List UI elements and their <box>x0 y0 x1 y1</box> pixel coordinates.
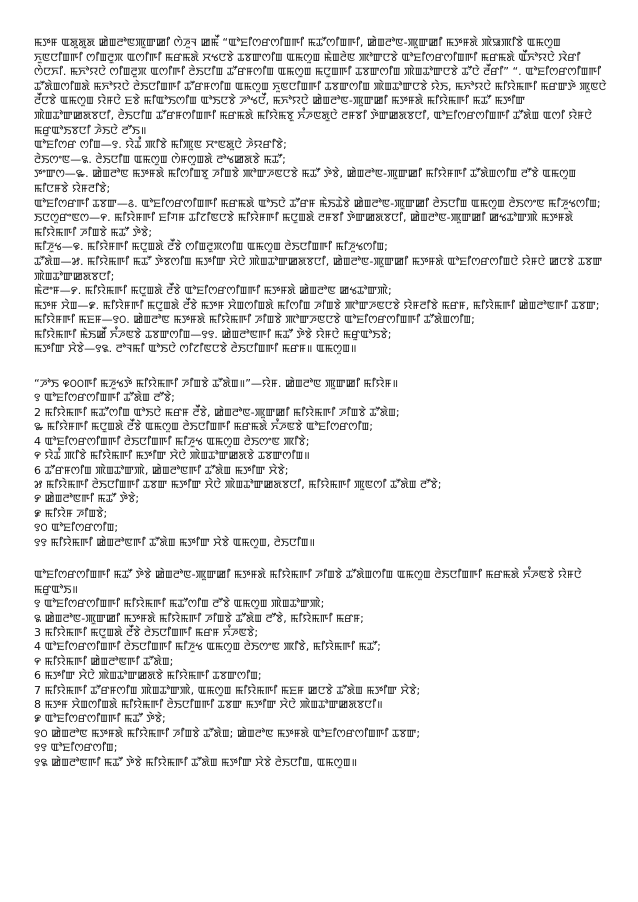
list-item: ꯱꯱ ꯑꯣꯐꯤꯁꯔꯁꯤꯡ; <box>34 741 118 755</box>
list-item: ꯱꯱ ꯃꯤꯌꯥꯃꯒꯤ ꯀꯥꯡꯂꯣꯟꯒꯤ ꯊꯧꯗꯥꯡ ꯃꯇꯤꯛ ꯆꯥꯕꯥ ꯑꯃꯁꯨꯡ, ꯂꯥꯏꯅꯤꯡ॥ <box>34 535 316 549</box>
list-item: 3 ꯃꯤꯌꯥꯃꯒꯤ ꯃꯅꯨꯡꯗꯥ ꯂꯩꯕꯥ ꯂꯥꯏꯅꯤꯡꯒꯤ ꯃꯔꯝ ꯈꯪꯍꯟꯕꯥ; <box>34 625 259 639</box>
definition-line: ꯃꯤꯌꯥꯃꯒꯤ ꯃꯥꯏꯀꯩ ꯈꯪꯍꯟꯕꯥ ꯊꯕꯛꯁꯤꯡ—꯱꯱. ꯀꯥꯡꯂꯣꯟꯒꯤ ꯃꯊꯧ ꯇꯥꯕꯥ ꯌꯥꯝꯅꯥ ꯃꯔꯨꯑꯣꯏꯕꯥ; <box>34 327 392 341</box>
list-item: 2 ꯃꯤꯌꯥꯃꯒꯤ ꯃꯊꯧꯁꯤꯡ ꯑꯣꯏꯅꯥ ꯃꯔꯝ ꯂꯩꯕꯥ, ꯀꯥꯡꯂꯣꯟ-ꯄꯨꯛꯀꯤ ꯃꯤꯌꯥꯃꯒꯤ ꯍꯤꯡꯕꯥ ꯊꯧꯗꯥꯡ; <box>34 405 400 419</box>
list-item: 4 ꯑꯣꯐꯤꯁꯔꯁꯤꯡꯒꯤ ꯂꯥꯏꯅꯤꯡꯒꯤ ꯃꯤꯍꯨꯠ ꯑꯃꯁꯨꯡ ꯂꯥꯏꯁꯦꯟ ꯄꯤꯕꯥ, ꯃꯤꯌꯥꯃꯒꯤ ꯃꯊꯧ; <box>34 640 381 654</box>
list-item: 4 ꯑꯣꯐꯤꯁꯔꯁꯤꯡꯒꯤ ꯂꯥꯏꯅꯤꯡꯒꯤ ꯃꯤꯍꯨꯠ ꯑꯃꯁꯨꯡ ꯂꯥꯏꯁꯦꯟ ꯄꯤꯕꯥ; <box>34 434 310 448</box>
list-item: ꯳ ꯃꯤꯌꯥꯝꯒꯤ ꯃꯅꯨꯡꯗꯥ ꯂꯩꯕꯥ ꯑꯃꯁꯨꯡ ꯂꯥꯏꯅꯤꯡꯒꯤ ꯃꯔꯃꯗꯥ ꯈꯪꯍꯟꯕꯥ ꯑꯣꯐꯤꯁꯔꯁꯤꯡ; <box>34 420 374 434</box>
definition-line: ꯃꯤꯍꯨꯠ—꯶. ꯃꯤꯌꯥꯝꯒꯤ ꯃꯅꯨꯡꯗꯥ ꯂꯩꯕꯥ ꯁꯤꯡꯂꯨꯞꯁꯤꯡ ꯑꯃꯁꯨꯡ ꯂꯥꯏꯅꯤꯡꯒꯤ ꯃꯤꯍꯨꯠꯁꯤꯡ; <box>34 240 388 254</box>
list-item: ꯲ ꯀꯥꯡꯂꯣꯟ-ꯄꯨꯛꯀꯤ ꯃꯇꯝꯗꯥ ꯃꯤꯌꯥꯃꯒꯤ ꯍꯤꯡꯕꯥ ꯊꯧꯗꯥꯡ ꯂꯧꯕꯥ, ꯃꯤꯌꯥꯃꯒꯤ ꯃꯔꯝ; <box>34 611 364 625</box>
list-item: ꯱ ꯑꯣꯐꯤꯁꯔꯁꯤꯡꯒꯤ ꯃꯤꯌꯥꯃꯒꯤ ꯃꯊꯧꯁꯤꯡ ꯂꯧꯕꯥ ꯑꯃꯁꯨꯡ ꯄꯥꯡꯊꯣꯛꯄꯥ; <box>34 597 325 611</box>
list-item: 6 ꯃꯇꯤꯛ ꯆꯥꯅꯥ ꯄꯥꯡꯊꯣꯛꯀꯗꯕꯥ ꯃꯤꯌꯥꯃꯒꯤ ꯊꯕꯛꯁꯤꯡ; <box>34 669 262 683</box>
list-item: 8 ꯃꯇꯝ ꯆꯥꯡꯁꯤꯡꯗꯥ ꯃꯤꯌꯥꯃꯒꯤ ꯂꯥꯏꯅꯤꯡꯒꯤ ꯊꯕꯛ ꯃꯇꯤꯛ ꯆꯥꯅꯥ ꯄꯥꯡꯊꯣꯛꯀꯗꯕꯅꯤ॥ <box>34 697 383 711</box>
definitions-list <box>34 138 608 357</box>
section-3 <box>34 568 608 770</box>
definition-line: ꯇꯦꯛꯁ—꯳. ꯀꯥꯡꯂꯣꯟ ꯃꯇꯝꯗꯥ ꯃꯤꯁꯤꯡꯕꯨ ꯍꯤꯡꯕꯥ ꯄꯣꯛꯍꯟꯅꯕꯥ ꯃꯊꯧ ꯇꯥꯕꯥ, ꯀꯥꯡꯂꯣꯟ-ꯄꯨꯛꯀꯤ ꯃꯤꯌꯥꯝꯒꯤ ꯊꯧꯗꯥꯡꯁꯤꯡ ꯂꯧꯕꯥ ꯑꯃꯁꯨꯡ ꯃꯤꯅꯝꯕꯥ ꯌꯥꯝꯂꯤꯕꯥ; <box>34 167 577 195</box>
list-item: ꯵ ꯃꯤꯌꯥꯃꯒꯤ ꯀꯥꯡꯂꯣꯟꯒꯤ ꯊꯧꯗꯥꯡ; <box>34 654 174 668</box>
section-1 <box>34 36 608 357</box>
definition-line: ꯃꯤꯌꯥꯝꯒꯤ ꯃꯐꯝ—꯱꯰. ꯀꯥꯡꯂꯣꯟ ꯃꯇꯝꯗꯥ ꯃꯤꯌꯥꯃꯒꯤ ꯍꯤꯡꯕꯥ ꯄꯣꯛꯍꯟꯅꯕꯥ ꯑꯣꯐꯤꯁꯔꯁꯤꯡꯒꯤ ꯊꯧꯗꯥꯡꯁꯤꯡ; <box>34 313 475 327</box>
section-spacer <box>34 550 608 568</box>
list-item: ꯷ ꯃꯤꯌꯥꯃꯒꯤ ꯂꯥꯏꯅꯤꯡꯒꯤ ꯊꯕꯛ ꯃꯇꯤꯛ ꯆꯥꯅꯥ ꯄꯥꯡꯊꯣꯛꯀꯗꯕꯅꯤ, ꯃꯤꯌꯥꯃꯒꯤ ꯄꯨꯟꯁꯤ ꯊꯧꯗꯥꯡ ꯂꯧꯕꯥ; <box>34 477 442 491</box>
list-item: ꯸ ꯀꯥꯡꯂꯣꯟꯒꯤ ꯃꯊꯧ ꯇꯥꯕꯥ; <box>34 492 140 506</box>
definition-line: ꯃꯇꯝ ꯆꯥꯡ—꯹. ꯃꯤꯌꯥꯝꯒꯤ ꯃꯅꯨꯡꯗꯥ ꯂꯩꯕꯥ ꯃꯇꯝ ꯆꯥꯡꯁꯤꯡꯗꯥ ꯃꯤꯁꯤꯡ ꯍꯤꯡꯕꯥ ꯄꯣꯛꯍꯟꯅꯕꯥ ꯌꯥꯝꯂꯤꯕꯥ ꯃꯔꯝ, ꯃꯤꯌꯥꯃꯒꯤ ꯀꯥꯡꯂꯣꯟꯒꯤ ꯊꯕꯛ; <box>34 298 600 312</box>
definition-line: ꯊꯧꯗꯥꯡ—꯷. ꯃꯤꯌꯥꯃꯒꯤ ꯃꯊꯧ ꯇꯥꯕꯁꯤꯡ ꯃꯇꯤꯛ ꯆꯥꯅꯥ ꯄꯥꯡꯊꯣꯛꯀꯗꯕꯅꯤ, ꯀꯥꯡꯂꯣꯟ-ꯄꯨꯛꯀꯤ ꯃꯇꯝꯗꯥ ꯑꯣꯐꯤꯁꯔꯁꯤꯡꯅꯥ ꯌꯥꯝꯅꯥ ꯀꯅꯕꯥ ꯊꯕꯛ ꯄꯥꯡꯊꯣꯛꯀꯗꯕꯅꯤ; <box>34 254 603 283</box>
intro-paragraph: ꯃꯇꯝ ꯑꯗꯨꯗꯨꯗ ꯀꯥꯡꯂꯣꯟꯄꯨꯛꯀꯤ ꯁꯥꯍꯨꯜ ꯀꯃꯩ “ꯑꯣꯐꯤꯁꯔꯁꯤꯡꯒꯤ ꯃꯊꯧꯁꯤꯡꯒꯤ, ꯀꯥꯡꯂꯣꯟ-ꯄꯨꯛꯀꯤ ꯃꯇꯝꯗꯥ ꯄꯥꯎꯄꯤꯕꯥ ꯑꯃꯁꯨꯡ ꯈꯨꯟꯅꯤꯡꯒꯤ ꯁꯤꯡꯂꯨꯞ ꯑꯁꯤꯒꯤ ꯃꯔꯃꯗꯥ ꯆꯠꯅꯕꯥ ꯊꯕꯛꯁꯤꯡ ꯑꯃꯁꯨꯡ ꯃꯥꯡꯂꯥꯟ ꯄꯣꯛꯅꯕꯥ ꯑꯣꯐꯤꯁꯔꯁꯤꯡꯒꯤ ꯃꯔꯃꯗꯥ ꯑꯩꯈꯣꯌꯅꯥ ꯋꯥꯔꯤ ꯁꯥꯅꯈꯤ. ꯃꯈꯣꯌꯅꯥ ꯁꯤꯡꯂꯨꯞ ꯑꯁꯤꯒꯤ ꯂꯥꯏꯅꯤꯡ ꯊꯧꯔꯝꯁꯤꯡ ꯑꯃꯁꯨꯡ ꯃꯅꯨꯡꯒꯤ ꯊꯕꯛꯁꯤꯡ ꯄꯥꯡꯊꯣꯛꯅꯕꯥ ꯊꯧꯅꯥ ꯂꯩꯔꯤ” “. ꯑꯣꯐꯤꯁꯔꯁꯤꯡꯒꯤ ꯊꯧꯗꯥꯡꯁꯤꯡꯗꯥ ꯃꯈꯣꯌꯅꯥ ꯂꯥꯏꯅꯤꯡꯒꯤ ꯊꯧꯔꯝꯁꯤꯡ ꯑꯃꯁꯨꯡ ꯈꯨꯟꯅꯤꯡꯒꯤ ꯊꯕꯛꯁꯤꯡ ꯄꯥꯡꯊꯣꯛꯅꯕꯥ ꯌꯥꯏ, ꯃꯈꯣꯌꯅꯥ ꯃꯤꯌꯥꯃꯒꯤ ꯃꯔꯛꯇꯥ ꯄꯨꯟꯅꯥ ꯂꯩꯅꯕꯥ ꯑꯃꯁꯨꯡ ꯌꯥꯝꯅꯥ ꯐꯕꯥ ꯃꯤꯑꯣꯏꯁꯤꯡ ꯑꯣꯏꯅꯕꯥ ꯍꯣꯠꯅꯩ, ꯃꯈꯣꯌꯅꯥ ꯀꯥꯡꯂꯣꯟ-ꯄꯨꯛꯀꯤ ꯃꯇꯝꯗꯥ ꯃꯤꯌꯥꯃꯒꯤ ꯃꯊꯧ ꯃꯇꯤꯛ ꯄꯥꯡꯊꯣꯛꯀꯗꯕꯅꯤ, ꯂꯥꯏꯅꯤꯡ ꯊꯧꯔꯝꯁꯤꯡꯒꯤ ꯃꯔꯃꯗꯥ ꯃꯤꯌꯥꯃꯕꯨ ꯈꯪꯍꯟꯗꯨꯅꯥ ꯂꯝꯕꯤ ꯇꯥꯛꯀꯗꯕꯅꯤ, ꯑꯣꯐꯤꯁꯔꯁꯤꯡꯒꯤ ꯊꯧꯗꯥꯡ ꯑꯁꯤ ꯌꯥꯝꯅꯥ ꯃꯔꯨꯑꯣꯏꯕꯅꯤ ꯍꯥꯏꯅꯥ ꯂꯧꯏ॥ <box>34 36 607 137</box>
list-item: 7 ꯃꯤꯌꯥꯃꯒꯤ ꯊꯧꯔꯝꯁꯤꯡ ꯄꯥꯡꯊꯣꯛꯄꯥ, ꯑꯃꯁꯨꯡ ꯃꯤꯌꯥꯃꯒꯤ ꯃꯐꯝ ꯀꯅꯕꯥ ꯊꯧꯗꯥꯡ ꯃꯇꯤꯛ ꯆꯥꯕꯥ; <box>34 683 421 697</box>
list-item: 6 ꯊꯧꯔꯝꯁꯤꯡ ꯄꯥꯡꯊꯣꯛꯄꯥ, ꯀꯥꯡꯂꯣꯟꯒꯤ ꯊꯧꯗꯥꯡ ꯃꯇꯤꯛ ꯆꯥꯕꯥ; <box>34 463 289 477</box>
section-2 <box>34 377 608 550</box>
definition-line: ꯏꯅꯁꯨꯔꯦꯟꯁ—꯵. ꯃꯤꯌꯥꯝꯒꯤ ꯐꯤꯚꯝ ꯊꯤꯖꯤꯟꯅꯕꯥ ꯃꯤꯌꯥꯝꯒꯤ ꯃꯅꯨꯡꯗꯥ ꯂꯝꯕꯤ ꯇꯥꯛꯀꯗꯕꯅꯤ, ꯀꯥꯡꯂꯣꯟ-ꯄꯨꯛꯀꯤ ꯀꯠꯊꯣꯛꯄꯥ ꯃꯇꯝꯗꯥ ꯃꯤꯌꯥꯃꯒꯤ ꯍꯤꯡꯕꯥ ꯃꯊꯧ ꯇꯥꯕꯥ; <box>34 211 574 239</box>
list-item: ꯱꯰ ꯀꯥꯡꯂꯣꯟ ꯃꯇꯝꯗꯥ ꯃꯤꯌꯥꯃꯒꯤ ꯍꯤꯡꯕꯥ ꯊꯧꯗꯥꯡ; ꯀꯥꯡꯂꯣꯟ ꯃꯇꯝꯗꯥ ꯑꯣꯐꯤꯁꯔꯁꯤꯡꯒꯤ ꯊꯕꯛ; <box>34 726 421 740</box>
definition-line: ꯑꯣꯐꯤꯁꯔꯒꯤ ꯊꯕꯛ—꯴. ꯑꯣꯐꯤꯁꯔꯁꯤꯡꯒꯤ ꯃꯔꯃꯗꯥ ꯑꯣꯏꯅꯥ ꯊꯧꯔꯝ ꯃꯥꯏꯊꯥꯕꯥ ꯀꯥꯡꯂꯣꯟ-ꯄꯨꯛꯀꯤ ꯂꯥꯏꯅꯤꯡ ꯑꯃꯁꯨꯡ ꯂꯥꯏꯁꯦꯟ ꯃꯤꯍꯨꯠꯁꯤꯡ; <box>34 196 601 210</box>
definition-line: ꯂꯥꯏꯁꯦꯟ—꯲. ꯂꯥꯏꯅꯤꯡ ꯑꯃꯁꯨꯡ ꯁꯥꯝꯁꯨꯡꯗꯥ ꯂꯣꯠꯀꯗꯕꯥ ꯃꯊꯧ; <box>34 152 286 166</box>
list-item: ꯱ ꯑꯣꯐꯤꯁꯔꯁꯤꯡꯒꯤ ꯊꯧꯗꯥꯡ ꯂꯧꯕꯥ; <box>34 391 175 405</box>
definition-line: ꯑꯣꯐꯤꯁꯔ ꯁꯤꯡ—꯱. ꯌꯥꯊꯪ ꯄꯤꯕꯥ ꯃꯤꯄꯨꯟ ꯆꯦꯟꯗꯨꯅꯥ ꯍꯥꯌꯔꯤꯕꯥ; <box>34 138 287 152</box>
definition-line: ꯃꯇꯤꯛ ꯆꯥꯕꯥ—꯱꯲. ꯂꯣꯜꯃꯤ ꯑꯣꯏꯅꯥ ꯁꯤꯖꯤꯟꯅꯕꯥ ꯂꯥꯏꯅꯤꯡꯒꯤ ꯃꯔꯝ॥ ꯑꯃꯁꯨꯡ॥ <box>34 342 357 356</box>
list-item: ꯵ ꯌꯥꯊꯪ ꯄꯤꯕꯥ ꯃꯤꯌꯥꯃꯒꯤ ꯃꯇꯤꯛ ꯆꯥꯅꯥ ꯄꯥꯡꯊꯣꯛꯀꯗꯕꯥ ꯊꯕꯛꯁꯤꯡ॥ <box>34 449 310 463</box>
section-3-paragraph: ꯑꯣꯐꯤꯁꯔꯁꯤꯡꯒꯤ ꯃꯊꯧ ꯇꯥꯕꯥ ꯀꯥꯡꯂꯣꯟ-ꯄꯨꯛꯀꯤ ꯃꯇꯝꯗꯥ ꯃꯤꯌꯥꯃꯒꯤ ꯍꯤꯡꯕꯥ ꯊꯧꯗꯥꯡꯁꯤꯡ ꯑꯃꯁꯨꯡ ꯂꯥꯏꯅꯤꯡꯒꯤ ꯃꯔꯃꯗꯥ ꯈꯪꯍꯟꯕꯥ ꯌꯥꯝꯅꯥ ꯃꯔꯨꯑꯣꯏ॥ <box>34 567 582 596</box>
list-item: ꯹ ꯑꯣꯐꯤꯁꯔꯁꯤꯡꯒꯤ ꯃꯊꯧ ꯇꯥꯕꯥ; <box>34 712 166 726</box>
section-2-heading: “ꯍꯣꯏ ꯶꯰꯰ꯒꯤ ꯃꯍꯨꯠꯇꯥ ꯃꯤꯌꯥꯃꯒꯤ ꯍꯤꯡꯕꯥ ꯊꯧꯗꯥꯡ॥”—ꯌꯥꯝ. ꯀꯥꯡꯂꯣꯟ ꯄꯨꯛꯀꯤ ꯃꯤꯌꯥꯝ॥ <box>34 377 399 391</box>
definition-line: ꯃꯥꯂꯦꯝ—꯸. ꯃꯤꯌꯥꯃꯒꯤ ꯃꯅꯨꯡꯗꯥ ꯂꯩꯕꯥ ꯑꯣꯐꯤꯁꯔꯁꯤꯡꯒꯤ ꯃꯇꯝꯗꯥ ꯀꯥꯡꯂꯣꯟ ꯀꯠꯊꯣꯛꯄꯥ; <box>34 284 392 298</box>
list-item: ꯱꯲ ꯀꯥꯡꯂꯣꯟꯒꯤ ꯃꯊꯧ ꯇꯥꯕꯥ ꯃꯤꯌꯥꯃꯒꯤ ꯊꯧꯗꯥꯡ ꯃꯇꯤꯛ ꯆꯥꯕꯥ ꯂꯥꯏꯅꯤꯡ, ꯑꯃꯁꯨꯡ॥ <box>34 755 358 769</box>
section-spacer <box>34 357 608 377</box>
list-item: ꯹ ꯃꯤꯌꯥꯝ ꯍꯤꯡꯕꯥ; <box>34 506 108 520</box>
list-item: ꯱꯰ ꯑꯣꯐꯤꯁꯔꯁꯤꯡ; <box>34 521 119 535</box>
